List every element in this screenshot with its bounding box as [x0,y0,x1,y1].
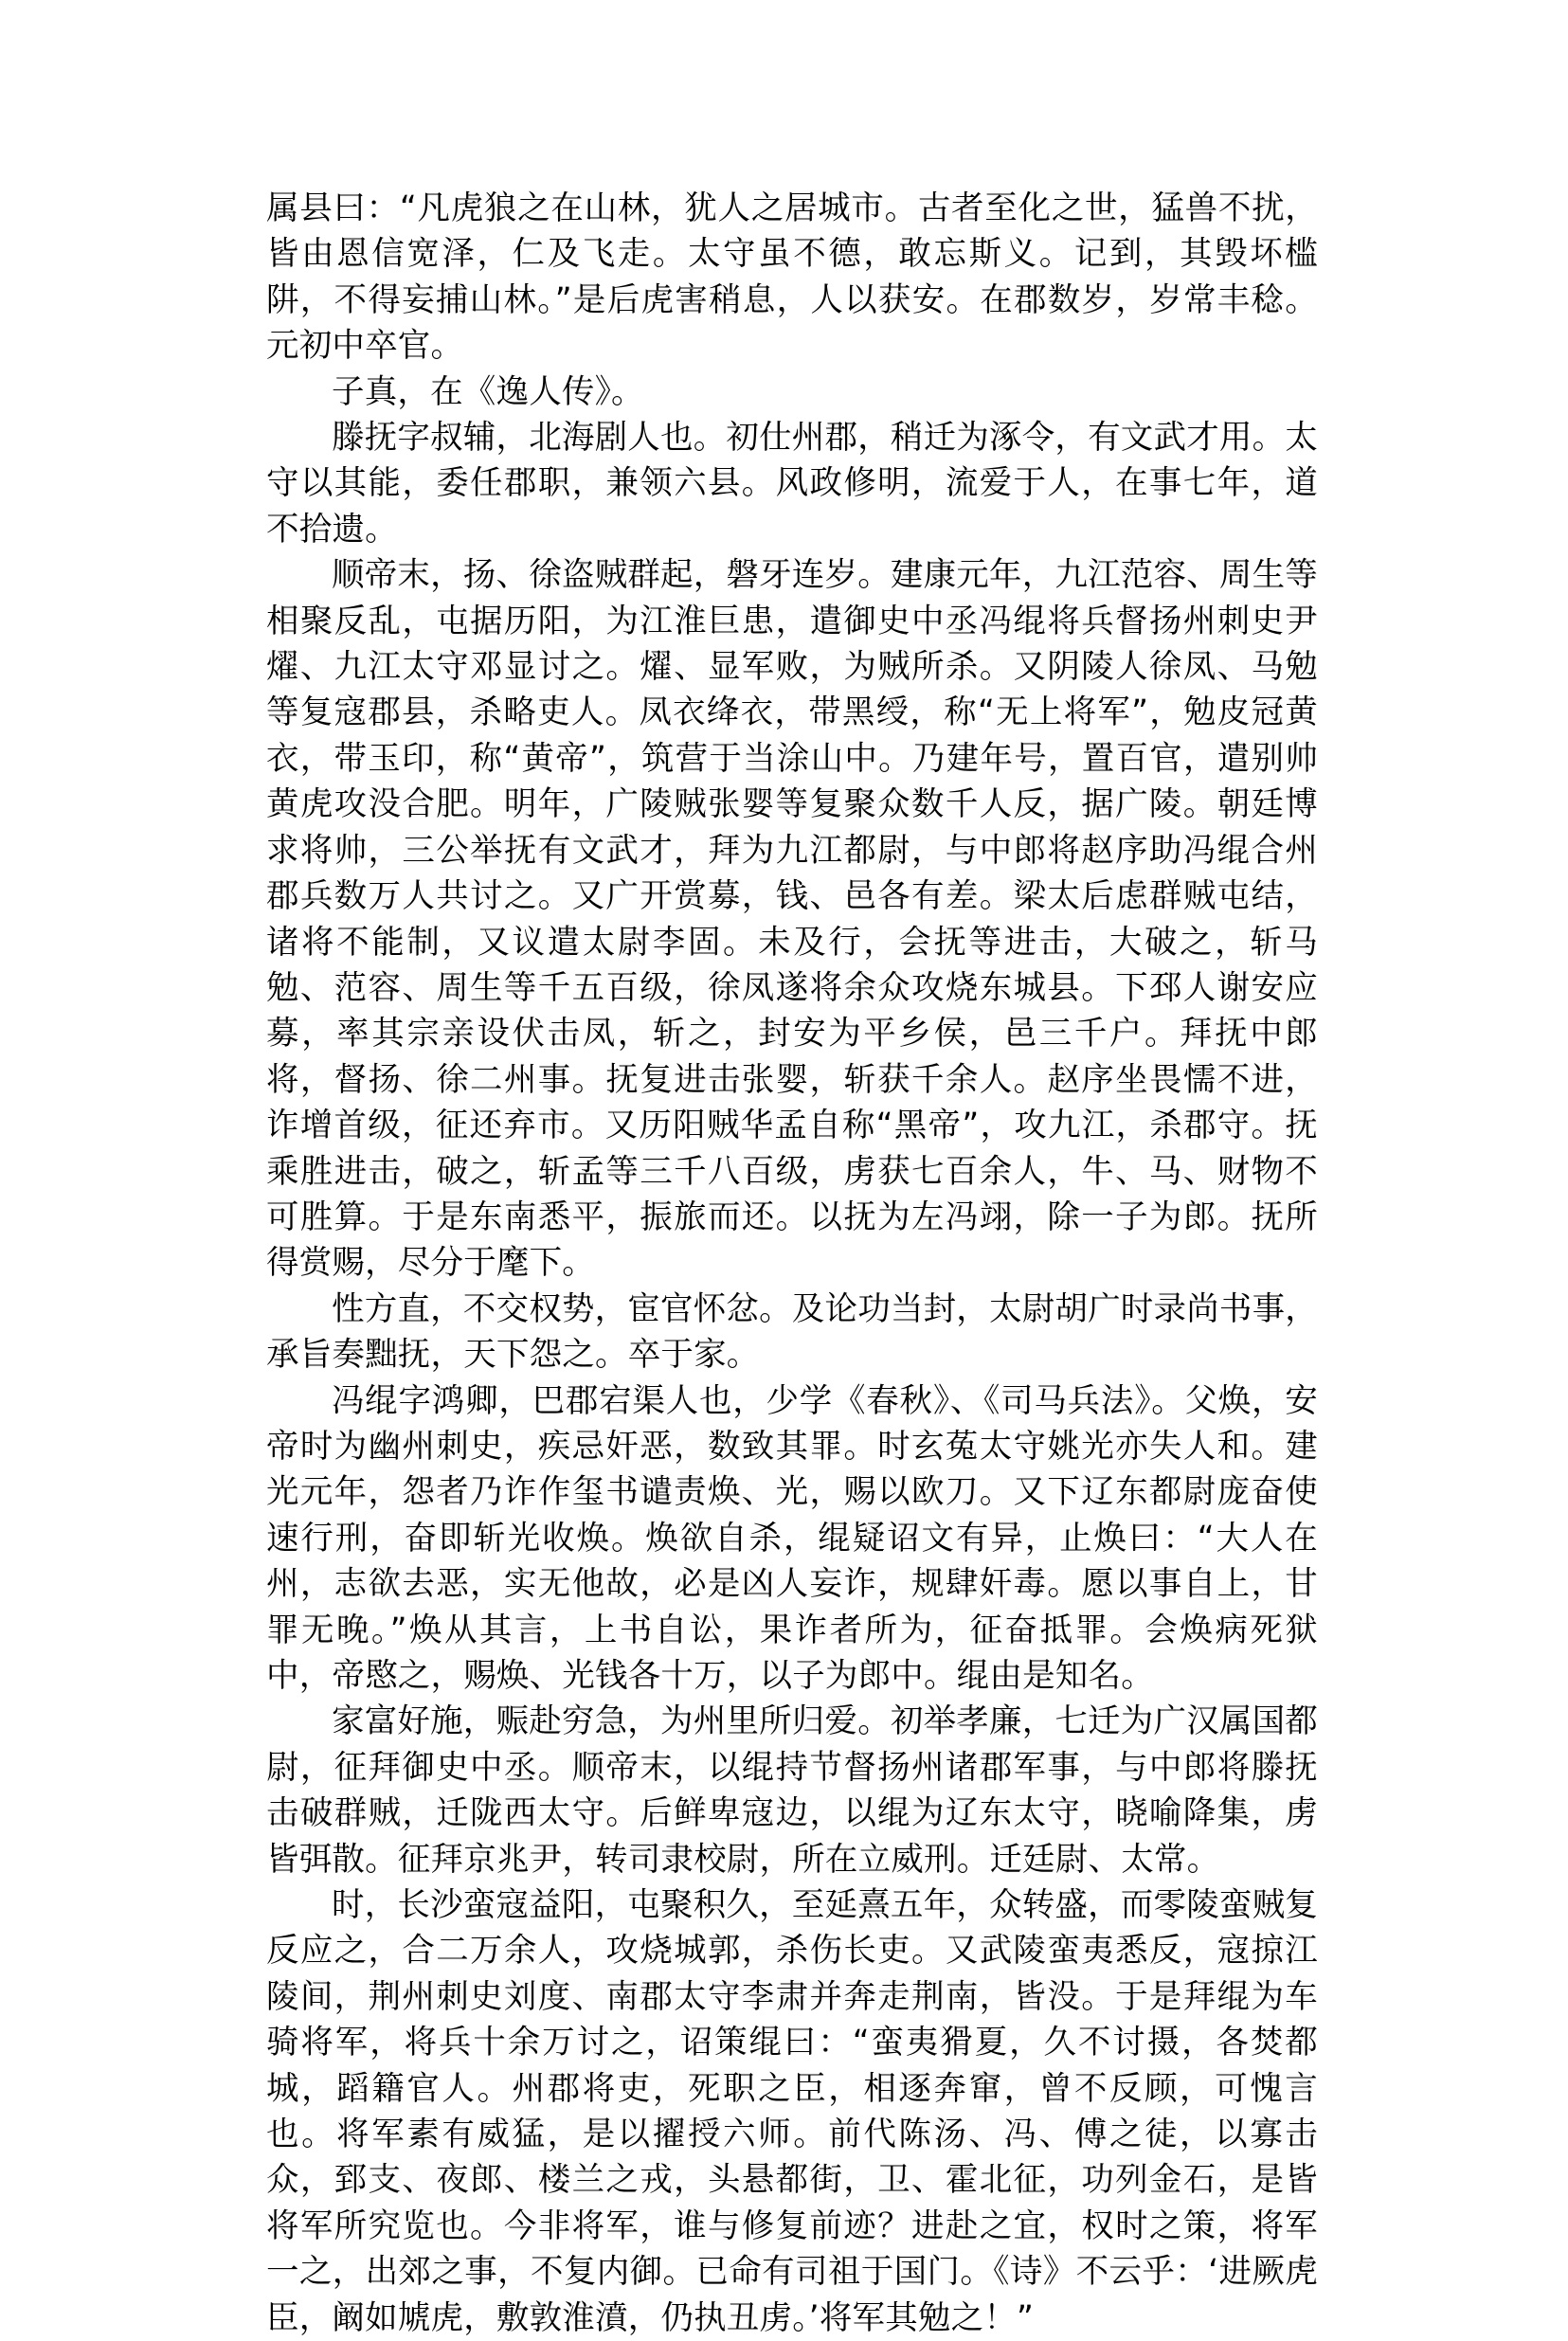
paragraph-8: 时，长沙蛮寇益阳，屯聚积久，至延熹五年，众转盛，而零陵蛮贼复反应之，合二万余人，攻烧城郭，杀伤长吏。又武陵蛮夷悉反，寇掠江陵间，荆州刺史刘度、南郡太守李肃并奔走荆南，皆没。于是拜绲为车骑将军，将兵十余万讨之，诏策绲曰：“蛮夷猾夏，久不讨摄，各焚都城，蹈籍官人。州郡将吏，死职之臣，相逐奔窜，曾不反顾，可愧言也。将军素有威猛，是以擢授六师。前代陈汤、冯、傅之徒，以寡击众，郅支、夜郎、楼兰之戎，头悬都街，卫、霍北征，功列金石，是皆将军所究览也。今非将军，谁与修复前迹？进赴之宜，权时之策，将军一之，出郊之事，不复内御。已命有司祖于国门。《诗》不云乎：‘进厥虎臣，阚如虓虎，敷敦淮濆，仍执丑虏。’将军其勉之！” [266,1886,1318,2337]
paragraph-4: 顺帝末，扬、徐盗贼群起，磐牙连岁。建康元年，九江范容、周生等相聚反乱，屯据历阳，为江淮巨患，遣御史中丞冯绲将兵督扬州刺史尹燿、九江太守邓显讨之。燿、显军败，为贼所杀。又阴陵人徐凤、马勉等复寇郡县，杀略吏人。凤衣绛衣，带黑绶，称“无上将军”，勉皮冠黄衣，带玉印，称“黄帝”，筑营于当涂山中。乃建年号，置百官，遣别帅黄虎攻没合肥。明年，广陵贼张婴等复聚众数千人反，据广陵。朝廷博求将帅，三公举抚有文武才，拜为九江都尉，与中郎将赵序助冯绲合州郡兵数万人共讨之。又广开赏募，钱、邑各有差。梁太后虑群贼屯结，诸将不能制，又议遣太尉李固。未及行，会抚等进击，大破之，斩马勉、范容、周生等千五百级，徐凤遂将余众攻烧东城县。下邳人谢安应募，率其宗亲设伏击凤，斩之，封安为平乡侯，邑三千户。拜抚中郎将，督扬、徐二州事。抚复进击张婴，斩获千余人。赵序坐畏懦不进，诈增首级，征还弃市。又历阳贼华孟自称“黑帝”，攻九江，杀郡守。抚乘胜进击，破之，斩孟等三千八百级，虏获七百余人，牛、马、财物不可胜算。于是东南悉平，振旅而还。以抚为左冯翊，除一子为郎。抚所得赏赐，尽分于麾下。 [266,556,1318,1283]
paragraph-1: 属县曰：“凡虎狼之在山林，犹人之居城市。古者至化之世，猛兽不扰，皆由恩信宽泽，仁及飞走。太守虽不德，敢忘斯义。记到，其毁坏槛阱，不得妄捕山林。”是后虎害稍息，人以获安。在郡数岁，岁常丰稔。元初中卒官。 [266,189,1318,366]
paragraph-2: 子真，在《逸人传》。 [332,372,644,411]
body-text [266,186,1318,2341]
paragraph-5: 性方直，不交权势，宦官怀忿。及论功当封，太尉胡广时录尚书事，承旨奏黜抚，天下怨之。卒于家。 [266,1289,1318,1375]
paragraph-3: 滕抚字叔辅，北海剧人也。初仕州郡，稍迁为涿令，有文武才用。太守以其能，委任郡职，兼领六县。风政修明，流爱于人，在事七年，道不拾遗。 [266,419,1318,549]
paragraph-6: 冯绲字鸿卿，巴郡宕渠人也，少学《春秋》、《司马兵法》。父焕，安帝时为幽州刺史，疾忌奸恶，数致其罪。时玄菟太守姚光亦失人和。建光元年，怨者乃诈作玺书谴责焕、光，赐以欧刀。又下辽东都尉庞奋使速行刑，奋即斩光收焕。焕欲自杀，绲疑诏文有异，止焕曰：“大人在州，志欲去恶，实无他故，必是凶人妄诈，规肆奸毒。愿以事自上，甘罪无晚。”焕从其言，上书自讼，果诈者所为，征奋抵罪。会焕病死狱中，帝愍之，赐焕、光钱各十万，以子为郎中。绲由是知名。 [266,1381,1318,1695]
paragraph-7: 家富好施，赈赴穷急，为州里所归爱。初举孝廉，七迁为广汉属国都尉，征拜御史中丞。顺帝末，以绲持节督扬州诸郡军事，与中郎将滕抚击破群贼，迁陇西太守。后鲜卑寇边，以绲为辽东太守，晓喻降集，虏皆弭散。征拜京兆尹，转司隶校尉，所在立威刑。迁廷尉、太常。 [266,1702,1318,1879]
